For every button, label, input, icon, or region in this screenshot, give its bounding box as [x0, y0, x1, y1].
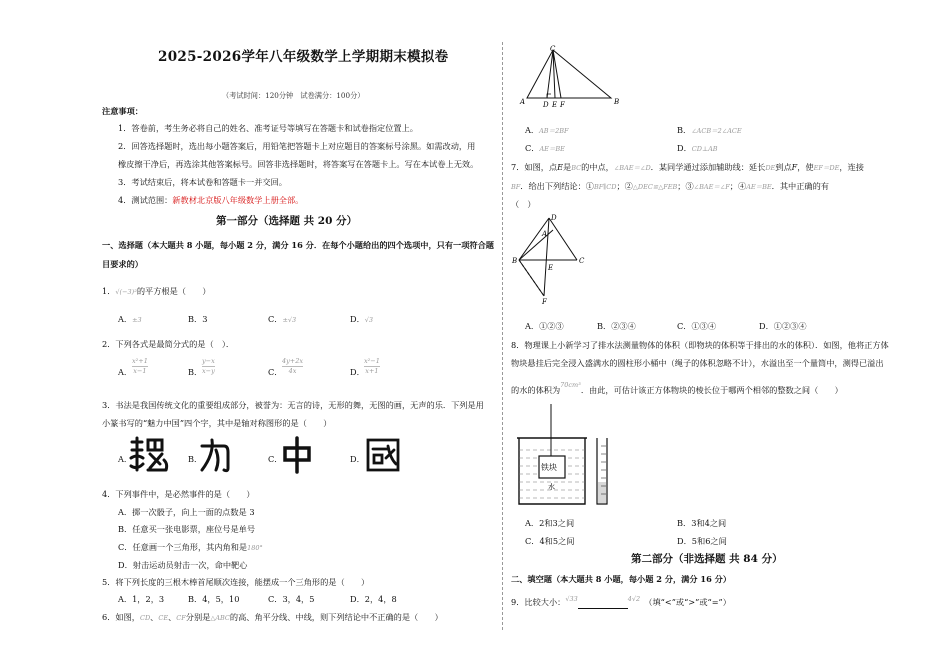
q7-option-b[interactable]: B．②③④ — [597, 321, 636, 331]
q5-stem: 5．将下列长度的三根木棒首尾顺次连接，能摆成一个三角形的是（ ） — [102, 577, 370, 587]
q7-option-c[interactable]: C．①③④ — [677, 321, 717, 331]
q4-option-c[interactable]: C．任意画一个三角形，其内角和是180° — [118, 542, 263, 552]
q8-option-a[interactable]: A．2和3之间 — [525, 518, 575, 528]
q6-figure — [515, 44, 625, 108]
q7-stem-end: （ ） — [511, 199, 536, 209]
q2-frac-b: y−x x−y — [202, 357, 215, 375]
q6-label-a: A — [520, 98, 526, 106]
q3-stem-cont: 小篆书写的“魅力中国”四个字，其中是轴对称图形的是（ ） — [102, 418, 332, 428]
q6-label-d: D — [543, 101, 549, 108]
q2-option-d[interactable]: D． — [350, 367, 365, 377]
q8-stem-end: 的水的体积为$^{70cm^3}$．由此，可估计该正方体物块的棱长位于哪两个相邻的整数之间（ ） — [511, 381, 843, 395]
q3-stem: 3．书法是我国传统文化的重要组成部分，被誉为：无言的诗，无形的舞，无图的画，无声的乐．下列是用 — [102, 400, 484, 410]
section1-intro-cont: 目要求的） — [102, 259, 143, 269]
q7-stem-cont: BF．给出下列结论：①BF∥CD；②△DEC≌△FEB；③∠BAE＝∠F；④AE＝BE．其中正确的有 — [511, 181, 829, 191]
notice-heading: 注意事项： — [102, 106, 143, 116]
q8-water-label: 水 — [548, 483, 555, 491]
seal-char-mei-icon — [128, 436, 172, 474]
q6-option-c[interactable]: C．AE＝BE — [525, 143, 565, 153]
q2-frac-a: x²+1 x−1 — [132, 357, 148, 375]
seal-char-li-icon — [198, 436, 232, 474]
q4-option-d[interactable]: D．射击运动员射击一次，命中靶心 — [118, 560, 248, 570]
notice-item-2: 2．回答选择题时，选出每小题答案后，用铅笔把答题卡上对应题目的答案标号涂黑。如需改动，用 — [118, 141, 476, 151]
q8-stem: 8．物理课上小新学习了排水法测量物体的体积（即物块的体积等于排出的水的体积）．如图，他将正方体 — [511, 340, 889, 350]
q2-option-b[interactable]: B． — [188, 367, 203, 377]
q9-answer-blank[interactable] — [578, 600, 628, 609]
q2-option-a[interactable]: A． — [118, 367, 133, 377]
q5-option-d[interactable]: D．2，4，8 — [350, 594, 397, 604]
q2-stem: 2．下列各式是最简分式的是（ ）． — [102, 339, 235, 349]
section2-intro: 二、填空题（本大题共 8 小题，每小题 2 分，满分 16 分） — [511, 574, 732, 584]
q6-option-b[interactable]: B．∠ACB＝2∠ACE — [677, 125, 742, 135]
q2-option-c[interactable]: C． — [268, 367, 283, 377]
q6-label-b: B — [614, 98, 620, 106]
scope-red: 新教材北京版八年级数学上册全部。 — [172, 195, 304, 205]
q1-stem: 1．√(−3)²的平方根是（ ） — [102, 286, 211, 296]
notice-item-2-cont: 橡皮擦干净后，再选涂其他答案标号。回答非选择题时，将答案写在答题卡上。写在本试卷上无效。 — [118, 159, 479, 169]
q8-figure — [513, 402, 623, 510]
exam-info: （考试时间：120分钟 试卷满分：100分） — [222, 91, 365, 100]
right-column — [505, 0, 950, 672]
q7-stem: 7．如图，点E是BC的中点，∠BAE＝∠D．某同学通过添加辅助线：延长DE到点F，使EF＝DE，连接 — [511, 162, 864, 172]
notice-item-3: 3．考试结束后，将本试卷和答题卡一并交回。 — [118, 177, 287, 187]
notice-item-1: 1．答卷前，考生务必将自己的姓名、准考证号等填写在答题卡和试卷指定位置上。 — [118, 123, 418, 133]
q2-frac-d: x²−1 x+1 — [364, 357, 380, 375]
part1-title: 第一部分（选择题 共 20 分） — [216, 215, 358, 227]
q7-label-d: D — [551, 214, 557, 222]
q3-option-d[interactable]: D． — [350, 454, 365, 464]
q1-option-b[interactable]: B．3 — [188, 314, 208, 324]
q9-stem: 9．比较大小：$^{√33}$ $^{4√2}$ （填“<”或“>”或“=”） — [511, 595, 731, 607]
q1-math: √(−3)² — [115, 288, 137, 296]
q2-frac-c: 4y+2x 4x — [282, 357, 304, 375]
q7-option-a[interactable]: A．①②③ — [525, 321, 564, 331]
q7-label-e: E — [548, 264, 554, 272]
q7-label-f: F — [542, 298, 547, 306]
q7-label-a: A — [542, 230, 548, 238]
q8-option-b[interactable]: B．3和4之间 — [677, 518, 727, 528]
q8-block-label: 铁块 — [541, 463, 557, 472]
q1-option-c[interactable]: C．±√3 — [268, 314, 297, 324]
q5-option-b[interactable]: B．4，5，10 — [188, 594, 240, 604]
notice-item-4: 4．测试范围：新教材北京版八年级数学上册全部。 — [118, 195, 304, 205]
column-divider — [502, 42, 503, 630]
q6-stem: 6．如图，CD、CE、CF分别是△ABC的高、角平分线、中线，则下列结论中不正确的是（ ） — [102, 612, 443, 622]
q4-stem: 4．下列事件中，是必然事件的是（ ） — [102, 489, 255, 499]
q8-stem-cont: 物块悬挂后完全浸入盛满水的圆柱形小桶中（绳子的体积忽略不计），水溢出至一个量筒中，测得已溢出 — [511, 358, 884, 368]
seal-char-guo-icon — [364, 436, 402, 474]
seal-char-zhong-icon — [280, 436, 314, 474]
q6-option-a[interactable]: A．AB＝2BF — [525, 125, 569, 135]
q7-label-c: C — [579, 257, 585, 265]
q7-option-d[interactable]: D．①②③④ — [759, 321, 807, 331]
q6-option-d[interactable]: D．CD⊥AB — [677, 143, 718, 153]
q4-option-a[interactable]: A．掷一次骰子，向上一面的点数是 3 — [118, 507, 255, 517]
q3-option-c[interactable]: C． — [268, 454, 283, 464]
q4-option-b[interactable]: B．任意买一张电影票，座位号是单号 — [118, 524, 256, 534]
q6-label-e: E — [552, 101, 558, 108]
q7-figure — [509, 212, 599, 308]
q8-option-d[interactable]: D．5和6之间 — [677, 536, 727, 546]
q6-label-c: C — [550, 45, 556, 53]
q3-option-b[interactable]: B． — [188, 454, 203, 464]
q1-option-a[interactable]: A．±3 — [118, 314, 142, 324]
q5-option-a[interactable]: A．1，2，3 — [118, 594, 165, 604]
q5-option-c[interactable]: C．3，4，5 — [268, 594, 315, 604]
q3-option-a[interactable]: A． — [118, 454, 133, 464]
q6-label-f: F — [560, 101, 565, 108]
q1-option-d[interactable]: D．√3 — [350, 314, 374, 324]
q7-label-b: B — [512, 257, 518, 265]
section1-intro: 一、选择题（本大题共 8 小题，每小题 2 分，满分 16 分．在每个小题给出的四个选项中，只有一项符合题 — [102, 240, 494, 250]
part2-title: 第二部分（非选择题 共 84 分） — [631, 553, 783, 565]
q8-option-c[interactable]: C．4和5之间 — [525, 536, 575, 546]
page-title: 2025-2026学年八年级数学上学期期末模拟卷 — [158, 49, 449, 65]
